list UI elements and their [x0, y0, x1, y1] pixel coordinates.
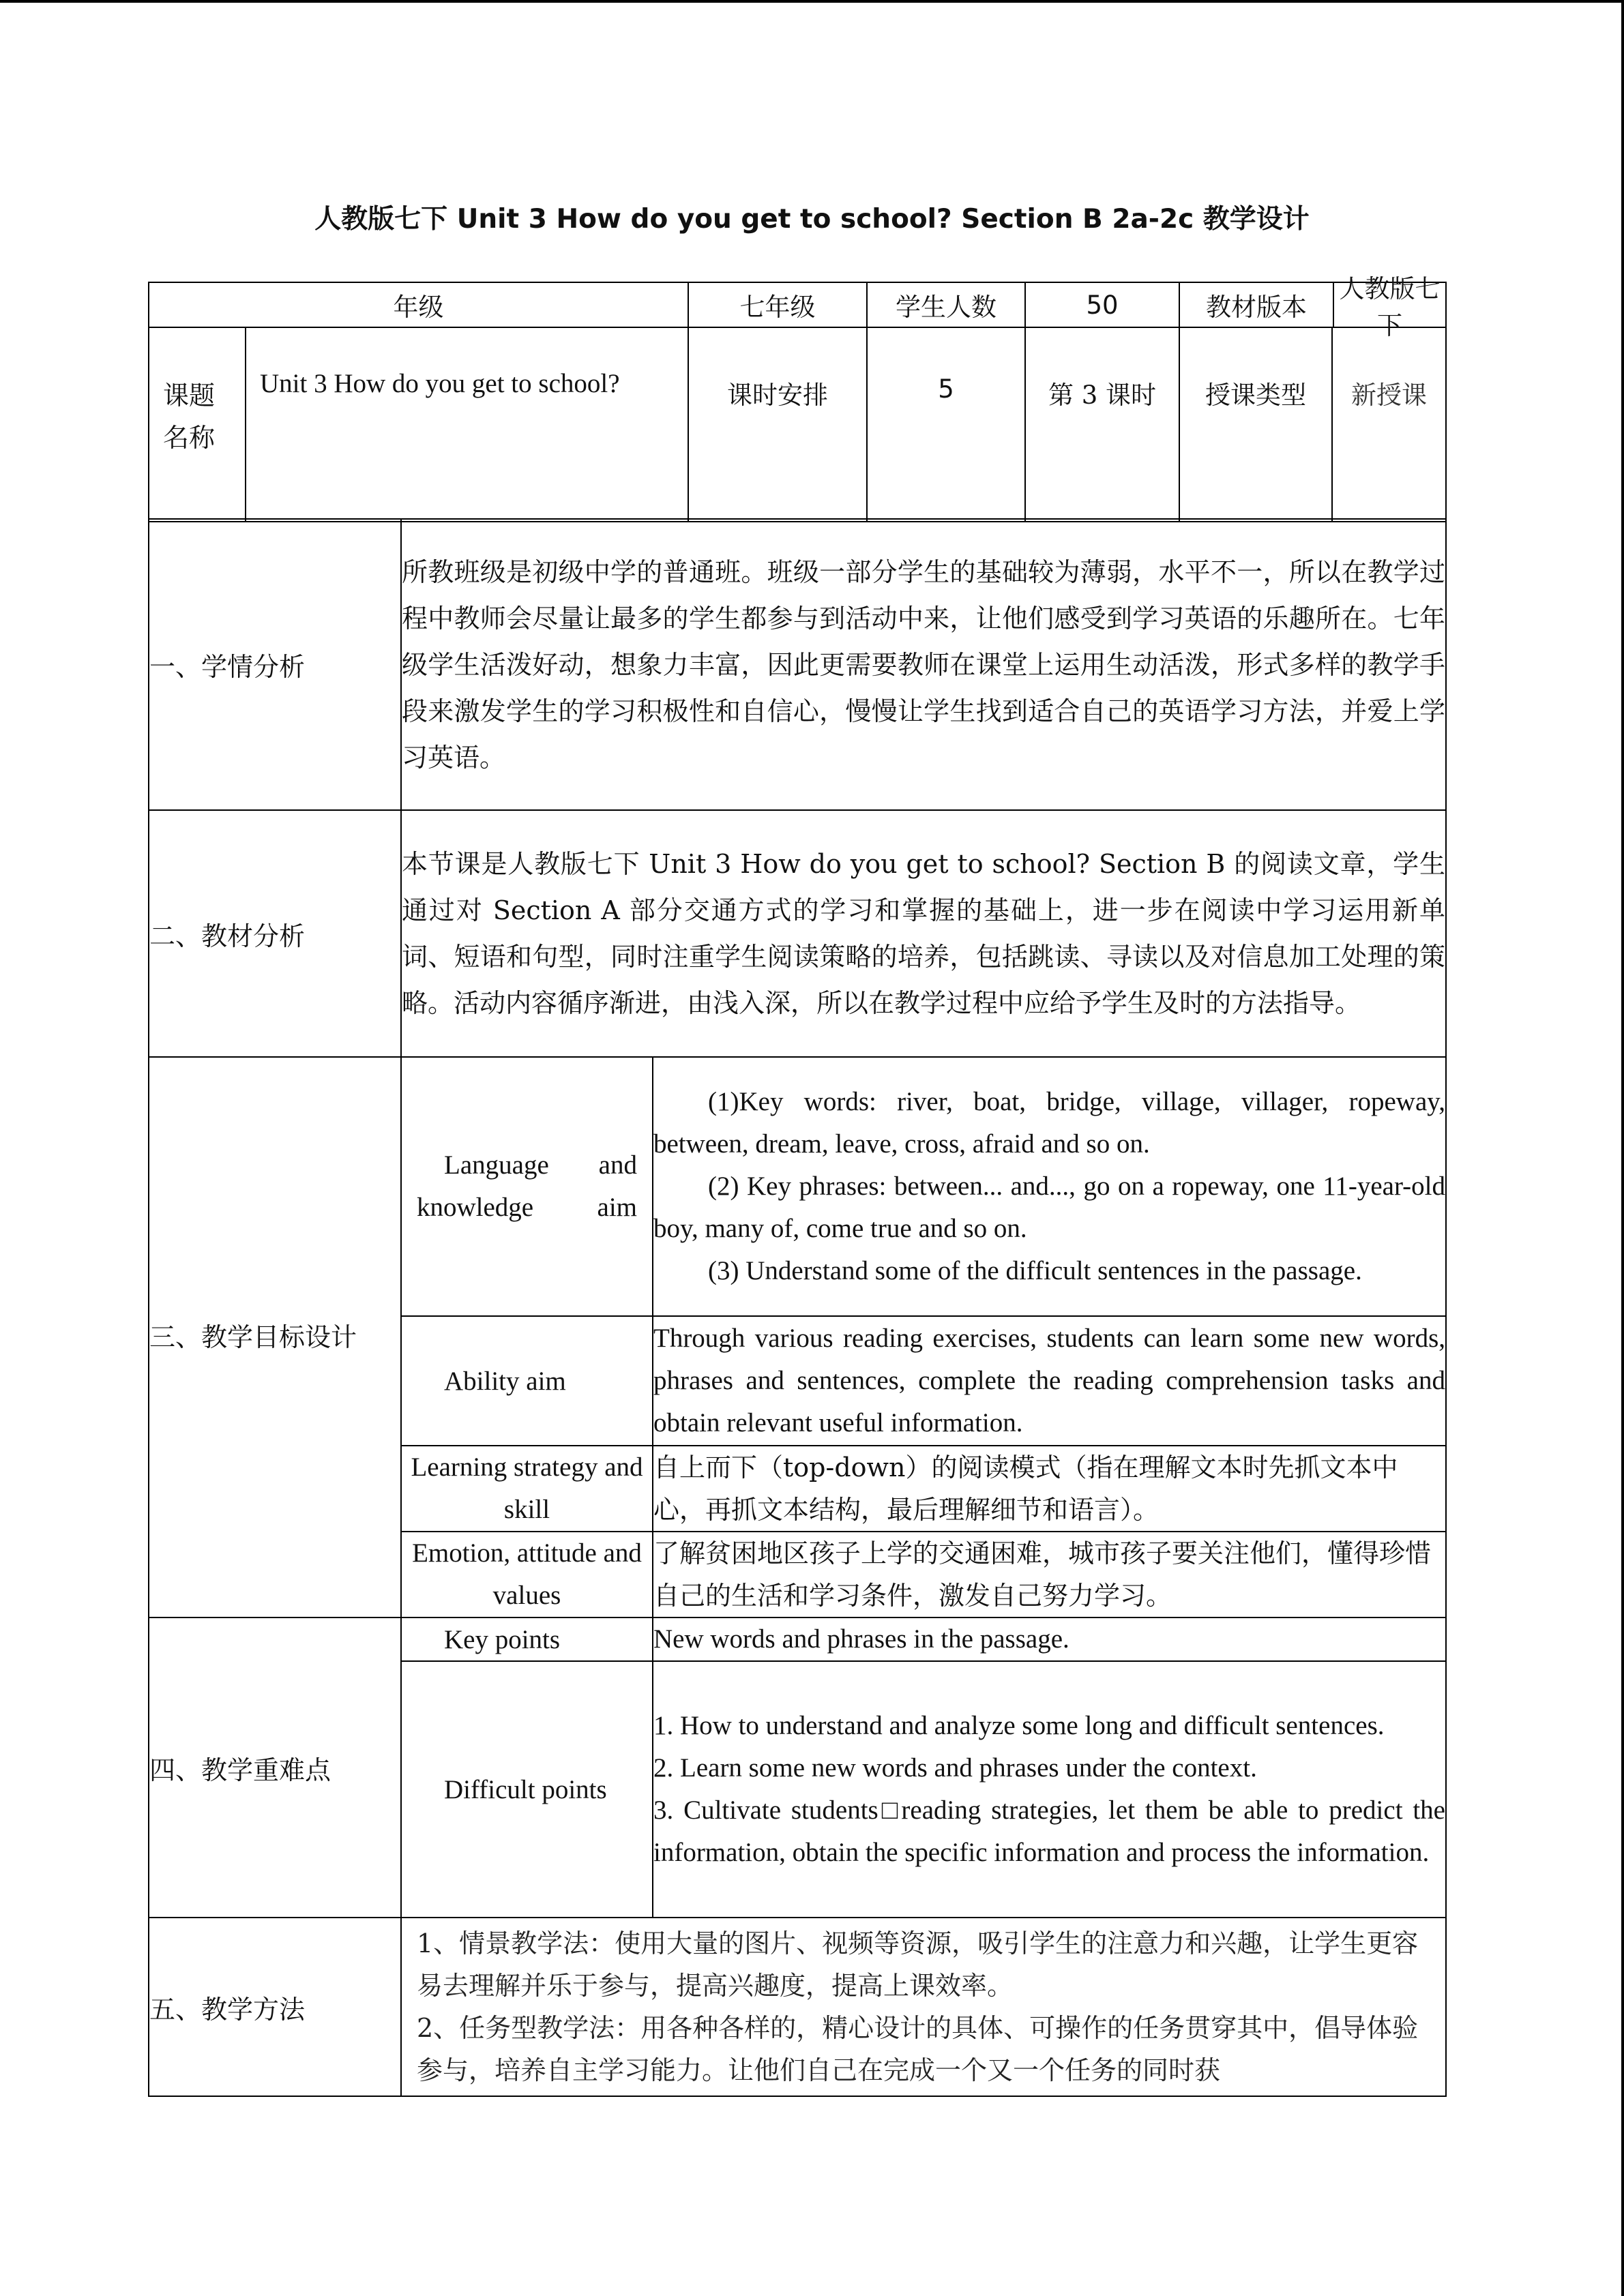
page-top-border	[0, 0, 1624, 3]
grade-label: 年级	[149, 282, 688, 327]
ability-aim-text: Through various reading exercises, students can learn some new words, phrases and sentences, complete the reading comprehension tasks and obtain relevant useful information.	[653, 1316, 1446, 1446]
sections-table	[148, 518, 1447, 2097]
textbook-value: 人教版七下	[1339, 274, 1441, 340]
section-4-label: 四、教学重难点	[149, 1617, 401, 1918]
lesson-number: 第 3 课时	[1025, 327, 1179, 522]
grade-value: 七年级	[688, 282, 867, 327]
topic-row	[149, 327, 1446, 522]
section-4-key-row	[149, 1617, 1446, 1661]
difficult-point-2: 2. Learn some new words and phrases under the context.	[653, 1753, 1257, 1783]
textbook-label: 教材版本	[1180, 283, 1334, 327]
method-1: 1、情景教学法：使用大量的图片、视频等资源，吸引学生的注意力和兴趣，让学生更容易去理解并乐于参与，提高兴趣度，提高上课效率。	[417, 1928, 1419, 2001]
key-points-text: New words and phrases in the passage.	[653, 1617, 1446, 1661]
topic-value	[246, 327, 688, 522]
section-2-label: 二、教材分析	[149, 810, 401, 1057]
page-right-border	[1621, 0, 1624, 2296]
topic-value-text: Unit 3 How do you get to school?	[260, 369, 620, 398]
difficult-points-label: Difficult points	[401, 1661, 653, 1918]
emotion-text: 了解贫困地区孩子上学的交通困难，城市孩子要关注他们，懂得珍惜自己的生活和学习条件，激发自己努力学习。	[653, 1532, 1446, 1617]
difficult-point-3: 3. Cultivate students□reading strategies, let them be able to predict the information, obtain the specific information and process the information.	[653, 1795, 1445, 1867]
type-cell	[1179, 327, 1446, 522]
lesson-plan-table	[148, 274, 1447, 522]
schedule-label: 课时安排	[688, 327, 867, 522]
section-3-language-row	[149, 1057, 1446, 1316]
language-aim-2: (2) Key phrases: between... and..., go on a ropeway, one 11-year-old boy, many of, come true and so on.	[653, 1172, 1445, 1243]
difficult-points-content	[653, 1661, 1446, 1918]
topic-label: 课题名称	[149, 327, 246, 522]
section-1-label: 一、学情分析	[149, 519, 401, 810]
section-5-content	[401, 1918, 1446, 2096]
section-3-label: 三、教学目标设计	[149, 1057, 401, 1617]
section-5-label: 五、教学方法	[149, 1918, 401, 2096]
section-1-text: 所教班级是初级中学的普通班。班级一部分学生的基础较为薄弱，水平不一，所以在教学过程中教师会尽量让最多的学生都参与到活动中来，让他们感受到学习英语的乐趣所在。七年级学生活泼好动，想象力丰富，因此更需要教师在课堂上运用生动活泼，形式多样的教学手段来激发学生的学习积极性和自信心，慢慢让学生找到适合自己的英语学习方法，并爱上学习英语。	[401, 519, 1446, 810]
section-2-row	[149, 810, 1446, 1057]
key-points-label: Key points	[401, 1617, 653, 1661]
emotion-label: Emotion, attitude and values	[401, 1532, 653, 1617]
language-aim-label-text: Language and knowledge aim	[417, 1150, 637, 1222]
textbook-cell	[1179, 274, 1446, 340]
students-label: 学生人数	[867, 282, 1025, 327]
strategy-label: Learning strategy and skill	[401, 1446, 653, 1532]
section-1-row	[149, 519, 1446, 810]
difficult-point-1: 1. How to understand and analyze some long and difficult sentences.	[653, 1711, 1385, 1740]
section-2-text: 本节课是人教版七下 Unit 3 How do you get to school? Section B 的阅读文章，学生通过对 Section A 部分交通方式的学习和掌握的基础上，进一步在阅读中学习运用新单词、短语和句型，同时注重学生阅读策略的培养，包括跳读、寻读以及对信息加工处理的策略。活动内容循序渐进，由浅入深，所以在教学过程中应给予学生及时的方法指导。	[401, 810, 1446, 1057]
language-aim-content	[653, 1057, 1446, 1316]
section-5-row	[149, 1918, 1446, 2096]
document-title: 人教版七下 Unit 3 How do you get to school? Section B 2a-2c 教学设计	[314, 204, 1310, 235]
header-row	[149, 282, 1446, 327]
language-aim-1: (1)Key words: river, boat, bridge, village, villager, ropeway, between, dream, leave, cross, afraid and so on.	[653, 1087, 1445, 1159]
method-2: 2、任务型教学法：用各种各样的，精心设计的具体、可操作的任务贯穿其中，倡导体验参与，培养自主学习能力。让他们自己在完成一个又一个任务的同时获	[417, 2013, 1419, 2085]
strategy-text: 自上而下（top-down）的阅读模式（指在理解文本时先抓文本中心，再抓文本结构，最后理解细节和语言）。	[653, 1446, 1446, 1532]
type-value: 新授课	[1351, 381, 1428, 410]
students-value: 50	[1025, 282, 1179, 327]
ability-aim-label: Ability aim	[401, 1316, 653, 1446]
language-aim-label	[401, 1057, 653, 1316]
schedule-value: 5	[867, 327, 1025, 522]
language-aim-3: (3) Understand some of the difficult sentences in the passage.	[708, 1256, 1362, 1285]
type-label: 授课类型	[1180, 328, 1333, 521]
